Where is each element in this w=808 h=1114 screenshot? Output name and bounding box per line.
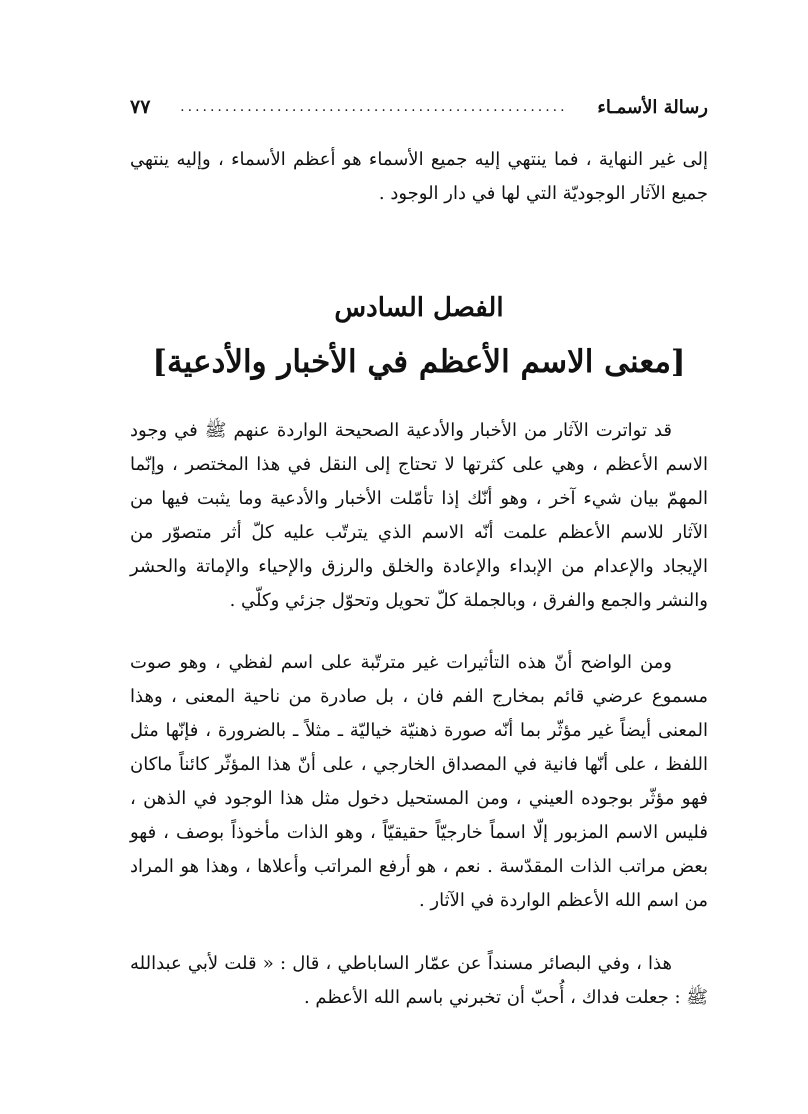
section-heading: [معنى الاسم الأعظم في الأخبار والأدعية]: [152, 344, 686, 380]
chapter-title: الفصل السادس: [334, 293, 504, 323]
leader-dots: ....................................................: [180, 99, 568, 115]
intro-paragraph: [130, 143, 708, 211]
paragraph-1-text: قد تواترت الآثار من الأخبار والأدعية الصحيحة الواردة عنهم ﷺ في وجود الاسم الأعظم ، وهي على كثرتها لا تحتاج إلى النقل في هذا المختصر ، وإنّما المهمّ بيان شيء آخر ، وهو أنّك إذا تأمّلت الأخبار والأدعية وما يثبت فيها من الآثار للاسم الأعظم علمت أنّه الاسم الذي يترتّب عليه كلّ أثر متصوّر من الإيجاد والإعدام من الإبداء والإعادة والخلق والرزق والإحياء والإماتة والحشر والنشر والجمع والفرق ، وبالجملة كلّ تحويل وتحوّل جزئي وكلّي .: [130, 420, 708, 611]
running-title: رسالة الأسمـاء: [597, 96, 708, 118]
paragraph-2: [130, 646, 708, 918]
page-number: ٧٧: [130, 96, 151, 118]
paragraph-1: [130, 414, 708, 618]
running-header: [130, 92, 708, 122]
paragraph-2-text: ومن الواضح أنّ هذه التأثيرات غير مترتّبة على اسم لفظي ، وهو صوت مسموع عرضي قائم بمخارج الفم فان ، بل صادرة من ناحية المعنى ، وهذا المعنى أيضاً غير مؤثّر بما أنّه صورة ذهنيّة خياليّة ـ مثلاً ـ بالضرورة ، فإنّها مثل اللفظ ، على أنّها فانية في المصداق الخارجي ، على أنّ هذا المؤثّر كائناً ماكان فهو مؤثّر بوجوده العيني ، ومن المستحيل دخول مثل هذا الوجود في الذهن ، فليس الاسم المزبور إلّا اسماً خارجيّاً حقيقيّاً ، وهو الذات مأخوذاً بوصف ، فهو بعض مراتب الذات المقدّسة . نعم ، هو أرفع المراتب وأعلاها ، وهذا هو المراد من اسم الله الأعظم الواردة في الآثار .: [130, 652, 708, 911]
paragraph-3-text: هذا ، وفي البصائر مسنداً عن عمّار الساباطي ، قال : « قلت لأبي عبدالله ﷺ : جعلت فداك ، أُحبّ أن تخبرني باسم الله الأعظم .: [130, 953, 708, 1008]
paragraph-3: [130, 947, 708, 1015]
intro-text: إلى غير النهاية ، فما ينتهي إليه جميع الأسماء هو أعظم الأسماء ، وإليه ينتهي جميع الآثار الوجوديّة التي لها في دار الوجود .: [130, 149, 708, 204]
